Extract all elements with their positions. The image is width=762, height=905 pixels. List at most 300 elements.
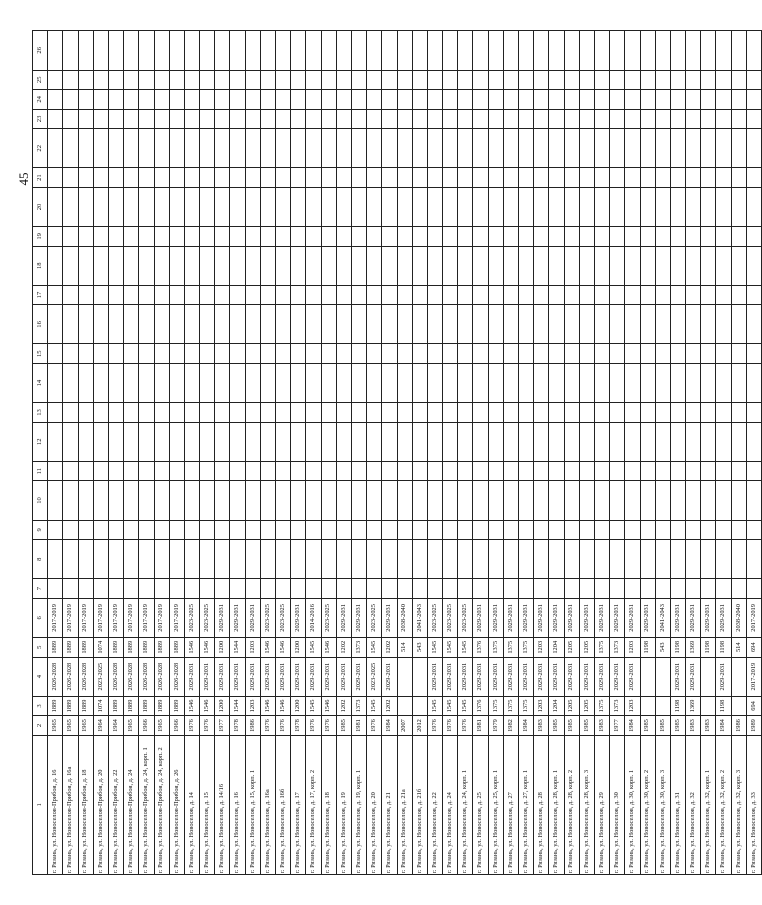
table-cell: 1977 xyxy=(610,716,625,736)
table-cell xyxy=(63,461,78,481)
table-cell: 2023-2025 xyxy=(184,598,199,637)
table-cell xyxy=(306,129,321,168)
table-cell xyxy=(306,520,321,540)
table-cell xyxy=(503,364,518,403)
table-cell xyxy=(215,305,230,344)
table-cell xyxy=(230,364,245,403)
table-cell xyxy=(154,403,169,423)
table-cell xyxy=(336,31,351,71)
table-cell xyxy=(488,129,503,168)
table-cell: 1985 xyxy=(655,716,670,736)
address-cell: г. Рязань, ул. Новоселов, д. 32, корп. 1 xyxy=(701,735,716,874)
table-cell xyxy=(397,657,412,696)
table-cell xyxy=(382,246,397,285)
table-cell: 1984 xyxy=(382,716,397,736)
table-cell: 2012 xyxy=(412,716,427,736)
table-cell: 1984 xyxy=(625,716,640,736)
table-cell xyxy=(245,461,260,481)
table-cell xyxy=(731,520,746,540)
table-cell xyxy=(519,540,534,579)
table-cell xyxy=(594,90,609,110)
table-cell xyxy=(534,109,549,129)
table-cell xyxy=(200,168,215,188)
table-cell xyxy=(154,344,169,364)
table-cell xyxy=(215,481,230,520)
table-cell xyxy=(124,305,139,344)
table-cell xyxy=(427,364,442,403)
table-cell xyxy=(184,109,199,129)
table-cell xyxy=(519,403,534,423)
table-cell xyxy=(245,129,260,168)
table-cell: 2029-2031 xyxy=(245,657,260,696)
table-cell xyxy=(78,540,93,579)
address-cell: г. Рязань, ул. Новоселов, д. 30, корп. 1 xyxy=(625,735,640,874)
table-cell xyxy=(746,540,761,579)
table-cell: 2029-2031 xyxy=(625,598,640,637)
address-cell: г. Рязань, ул. Новоселов, д. 15 xyxy=(200,735,215,874)
table-cell: 2029-2031 xyxy=(321,657,336,696)
address-cell: г. Рязань, ул. Новоселов, д. 22 xyxy=(427,735,442,874)
table-cell xyxy=(731,70,746,90)
table-cell: 2017-2019 xyxy=(746,598,761,637)
table-cell xyxy=(230,70,245,90)
table-cell xyxy=(412,31,427,71)
table-cell xyxy=(63,344,78,364)
table-cell: 1964 xyxy=(93,716,108,736)
table-cell xyxy=(93,481,108,520)
table-cell xyxy=(184,70,199,90)
table-cell xyxy=(625,109,640,129)
table-cell: 1373 xyxy=(610,637,625,657)
table-cell xyxy=(503,285,518,305)
table-cell xyxy=(655,422,670,461)
table-cell xyxy=(716,364,731,403)
table-cell xyxy=(382,579,397,599)
rotated-table-wrapper xyxy=(32,30,757,875)
table-cell xyxy=(746,70,761,90)
table-cell xyxy=(336,422,351,461)
table-cell xyxy=(640,227,655,247)
table-cell: 1889 xyxy=(139,637,154,657)
table-cell xyxy=(169,540,184,579)
table-cell xyxy=(625,403,640,423)
table-cell: 2038-2040 xyxy=(731,598,746,637)
table-cell xyxy=(276,520,291,540)
table-cell xyxy=(321,70,336,90)
table-cell xyxy=(48,403,63,423)
table-cell: 2029-2031 xyxy=(382,657,397,696)
table-cell xyxy=(534,187,549,226)
table-cell xyxy=(686,31,701,71)
table-cell xyxy=(245,540,260,579)
table-cell xyxy=(215,364,230,403)
address-cell: г. Рязань, ул. Новоселов, д. 19 xyxy=(336,735,351,874)
table-cell: 1545 xyxy=(443,696,458,716)
table-cell xyxy=(260,246,275,285)
table-cell xyxy=(336,129,351,168)
table-cell xyxy=(276,579,291,599)
address-cell: г. Рязань, ул. Новоселов, д. 28, корп. 3 xyxy=(579,735,594,874)
table-cell xyxy=(579,461,594,481)
table-cell xyxy=(594,129,609,168)
address-cell: г. Рязань, ул. Новоселов-Прибоя, д. 24, корп. 2 xyxy=(154,735,169,874)
table-cell xyxy=(549,403,564,423)
address-cell: г. Рязань, ул. Новоселов-Прибоя, д. 16а xyxy=(63,735,78,874)
table-cell xyxy=(321,364,336,403)
table-row xyxy=(579,31,594,875)
table-cell xyxy=(78,344,93,364)
table-cell xyxy=(701,109,716,129)
table-cell xyxy=(184,540,199,579)
table-cell xyxy=(579,31,594,71)
table-cell xyxy=(63,246,78,285)
table-cell: 1203 xyxy=(534,637,549,657)
table-cell xyxy=(701,168,716,188)
table-row xyxy=(260,31,275,875)
table-cell: 1203 xyxy=(245,696,260,716)
table-cell xyxy=(124,403,139,423)
table-cell xyxy=(488,109,503,129)
table-cell xyxy=(367,285,382,305)
table-cell xyxy=(686,90,701,110)
table-cell xyxy=(139,129,154,168)
table-cell xyxy=(731,422,746,461)
table-cell xyxy=(200,461,215,481)
table-cell xyxy=(731,540,746,579)
table-cell: 1889 xyxy=(108,696,123,716)
table-cell xyxy=(200,129,215,168)
table-cell xyxy=(701,285,716,305)
table-cell xyxy=(230,246,245,285)
table-cell xyxy=(443,520,458,540)
table-cell xyxy=(473,540,488,579)
table-cell xyxy=(154,305,169,344)
table-cell xyxy=(458,481,473,520)
table-cell xyxy=(154,285,169,305)
table-cell xyxy=(625,187,640,226)
table-cell xyxy=(230,403,245,423)
table-cell xyxy=(291,305,306,344)
table-cell xyxy=(458,70,473,90)
table-cell xyxy=(594,168,609,188)
table-cell xyxy=(579,246,594,285)
table-cell xyxy=(215,227,230,247)
table-cell xyxy=(397,520,412,540)
table-cell xyxy=(245,481,260,520)
table-cell xyxy=(276,285,291,305)
table-cell xyxy=(655,403,670,423)
table-cell xyxy=(746,579,761,599)
table-cell xyxy=(427,285,442,305)
table-cell: 2026-2028 xyxy=(78,657,93,696)
table-cell xyxy=(503,540,518,579)
table-cell xyxy=(306,344,321,364)
table-cell xyxy=(427,70,442,90)
table-cell xyxy=(367,31,382,71)
table-row xyxy=(78,31,93,875)
table-cell xyxy=(716,90,731,110)
table-cell xyxy=(746,461,761,481)
table-cell xyxy=(534,246,549,285)
table-cell xyxy=(716,246,731,285)
table-cell: 1375 xyxy=(488,637,503,657)
table-cell xyxy=(93,520,108,540)
address-cell: г. Рязань, ул. Новоселов, д. 16б xyxy=(276,735,291,874)
table-cell xyxy=(412,227,427,247)
table-cell xyxy=(48,344,63,364)
address-cell: г. Рязань, ул. Новоселов, д. 32 xyxy=(686,735,701,874)
table-cell xyxy=(351,579,366,599)
table-cell xyxy=(473,246,488,285)
table-cell xyxy=(78,364,93,403)
table-cell xyxy=(412,305,427,344)
table-cell xyxy=(686,344,701,364)
table-cell xyxy=(154,461,169,481)
table-cell: 1545 xyxy=(427,696,442,716)
table-cell xyxy=(488,285,503,305)
table-cell xyxy=(336,109,351,129)
table-cell xyxy=(139,403,154,423)
table-cell xyxy=(655,696,670,716)
table-cell xyxy=(503,129,518,168)
table-row xyxy=(746,31,761,875)
table-cell: 1889 xyxy=(78,696,93,716)
column-number: 8 xyxy=(33,540,48,579)
table-cell xyxy=(473,403,488,423)
table-cell: 1976 xyxy=(367,716,382,736)
table-cell xyxy=(458,187,473,226)
table-cell xyxy=(488,31,503,71)
table-cell xyxy=(427,461,442,481)
table-cell xyxy=(124,90,139,110)
table-cell xyxy=(306,109,321,129)
table-cell xyxy=(108,540,123,579)
table-cell xyxy=(306,31,321,71)
table-cell: 1546 xyxy=(184,696,199,716)
table-cell xyxy=(670,364,685,403)
table-cell xyxy=(108,227,123,247)
address-cell: г. Рязань, ул. Новоселов, д. 20 xyxy=(367,735,382,874)
table-cell xyxy=(701,129,716,168)
table-cell xyxy=(549,129,564,168)
table-cell: 1202 xyxy=(336,637,351,657)
table-cell xyxy=(321,461,336,481)
table-cell xyxy=(412,344,427,364)
table-cell xyxy=(382,344,397,364)
table-cell xyxy=(549,90,564,110)
table-cell xyxy=(351,90,366,110)
table-cell: 2029-2031 xyxy=(686,657,701,696)
table-cell xyxy=(351,227,366,247)
table-cell xyxy=(124,520,139,540)
table-cell xyxy=(534,344,549,364)
table-cell xyxy=(686,403,701,423)
table-cell xyxy=(139,481,154,520)
table-cell xyxy=(579,168,594,188)
table-cell xyxy=(458,129,473,168)
table-cell xyxy=(93,187,108,226)
table-cell xyxy=(291,481,306,520)
table-cell xyxy=(154,90,169,110)
table-cell xyxy=(321,168,336,188)
table-cell xyxy=(215,31,230,71)
table-cell xyxy=(382,520,397,540)
address-cell: г. Рязань, ул. Новоселов, д. 29 xyxy=(594,735,609,874)
table-cell xyxy=(215,70,230,90)
table-cell xyxy=(200,305,215,344)
table-cell xyxy=(108,305,123,344)
table-cell xyxy=(321,285,336,305)
table-cell xyxy=(397,246,412,285)
table-cell xyxy=(124,422,139,461)
table-cell xyxy=(427,403,442,423)
table-cell xyxy=(412,90,427,110)
table-cell xyxy=(78,579,93,599)
table-cell xyxy=(488,90,503,110)
table-cell xyxy=(716,168,731,188)
table-row xyxy=(169,31,184,875)
table-cell: 1546 xyxy=(200,696,215,716)
table-cell xyxy=(503,187,518,226)
table-cell xyxy=(108,461,123,481)
table-cell xyxy=(78,31,93,71)
table-cell xyxy=(716,31,731,71)
table-cell xyxy=(686,70,701,90)
address-cell: г. Рязань, ул. Новоселов, д. 28 xyxy=(534,735,549,874)
table-cell xyxy=(686,364,701,403)
table-cell xyxy=(686,305,701,344)
table-cell: 2023-2025 xyxy=(427,598,442,637)
table-cell xyxy=(139,540,154,579)
table-cell: 1979 xyxy=(488,716,503,736)
table-cell: 1545 xyxy=(306,637,321,657)
table-cell xyxy=(503,579,518,599)
table-cell xyxy=(78,168,93,188)
table-cell xyxy=(200,403,215,423)
table-cell xyxy=(245,344,260,364)
table-cell xyxy=(351,403,366,423)
table-cell xyxy=(184,579,199,599)
table-cell xyxy=(412,403,427,423)
column-number: 24 xyxy=(33,90,48,110)
table-cell xyxy=(473,481,488,520)
table-cell xyxy=(184,461,199,481)
table-cell xyxy=(124,187,139,226)
table-cell xyxy=(443,481,458,520)
table-cell: 2017-2019 xyxy=(93,598,108,637)
table-cell xyxy=(306,90,321,110)
table-cell: 2029-2031 xyxy=(640,598,655,637)
table-cell xyxy=(549,305,564,344)
table-cell xyxy=(640,364,655,403)
table-cell xyxy=(276,481,291,520)
table-cell xyxy=(184,520,199,540)
table-cell xyxy=(594,227,609,247)
table-cell xyxy=(579,364,594,403)
table-cell: 2029-2031 xyxy=(610,598,625,637)
table-cell: 1984 xyxy=(519,716,534,736)
table-cell xyxy=(367,227,382,247)
table-cell xyxy=(549,344,564,364)
table-cell xyxy=(716,461,731,481)
table-cell xyxy=(367,520,382,540)
table-cell xyxy=(336,70,351,90)
table-cell xyxy=(716,422,731,461)
table-cell xyxy=(412,579,427,599)
table-cell xyxy=(139,285,154,305)
table-row xyxy=(291,31,306,875)
table-cell xyxy=(625,31,640,71)
table-cell xyxy=(108,31,123,71)
table-cell: 1983 xyxy=(594,716,609,736)
table-cell xyxy=(701,461,716,481)
table-cell: 1889 xyxy=(63,696,78,716)
table-cell xyxy=(367,187,382,226)
table-cell xyxy=(488,422,503,461)
column-number: 17 xyxy=(33,285,48,305)
table-cell xyxy=(519,422,534,461)
table-cell: 2029-2031 xyxy=(488,657,503,696)
table-cell xyxy=(351,187,366,226)
table-cell: 2029-2031 xyxy=(291,657,306,696)
table-cell xyxy=(139,579,154,599)
table-cell xyxy=(579,520,594,540)
table-row xyxy=(306,31,321,875)
table-cell xyxy=(640,90,655,110)
table-cell xyxy=(184,227,199,247)
table-cell: 2029-2031 xyxy=(488,598,503,637)
table-cell: 1375 xyxy=(594,637,609,657)
table-cell xyxy=(124,285,139,305)
table-cell: 1966 xyxy=(139,716,154,736)
table-cell xyxy=(78,129,93,168)
table-cell xyxy=(63,520,78,540)
address-cell: г. Рязань, ул. Новоселов, д. 31 xyxy=(670,735,685,874)
table-cell: 1984 xyxy=(716,716,731,736)
table-cell xyxy=(200,70,215,90)
table-cell xyxy=(336,90,351,110)
table-cell xyxy=(473,31,488,71)
table-cell xyxy=(427,579,442,599)
table-cell xyxy=(488,364,503,403)
table-cell xyxy=(655,344,670,364)
table-cell xyxy=(78,70,93,90)
table-cell xyxy=(139,246,154,285)
table-cell xyxy=(458,285,473,305)
table-cell xyxy=(382,403,397,423)
table-cell: 2029-2031 xyxy=(534,598,549,637)
table-cell xyxy=(215,285,230,305)
table-cell xyxy=(215,344,230,364)
table-cell xyxy=(48,70,63,90)
table-cell: 2029-2031 xyxy=(549,657,564,696)
table-cell xyxy=(610,246,625,285)
table-cell xyxy=(291,90,306,110)
table-cell xyxy=(397,422,412,461)
table-cell xyxy=(351,109,366,129)
table-cell xyxy=(306,422,321,461)
table-cell xyxy=(686,461,701,481)
table-cell xyxy=(625,540,640,579)
table-cell xyxy=(48,246,63,285)
table-cell: 2029-2031 xyxy=(701,598,716,637)
table-cell: 514 xyxy=(397,637,412,657)
table-cell xyxy=(746,344,761,364)
address-cell: г. Рязань, ул. Новоселов, д. 27 xyxy=(503,735,518,874)
table-cell xyxy=(124,540,139,579)
table-cell xyxy=(701,403,716,423)
table-cell xyxy=(321,344,336,364)
